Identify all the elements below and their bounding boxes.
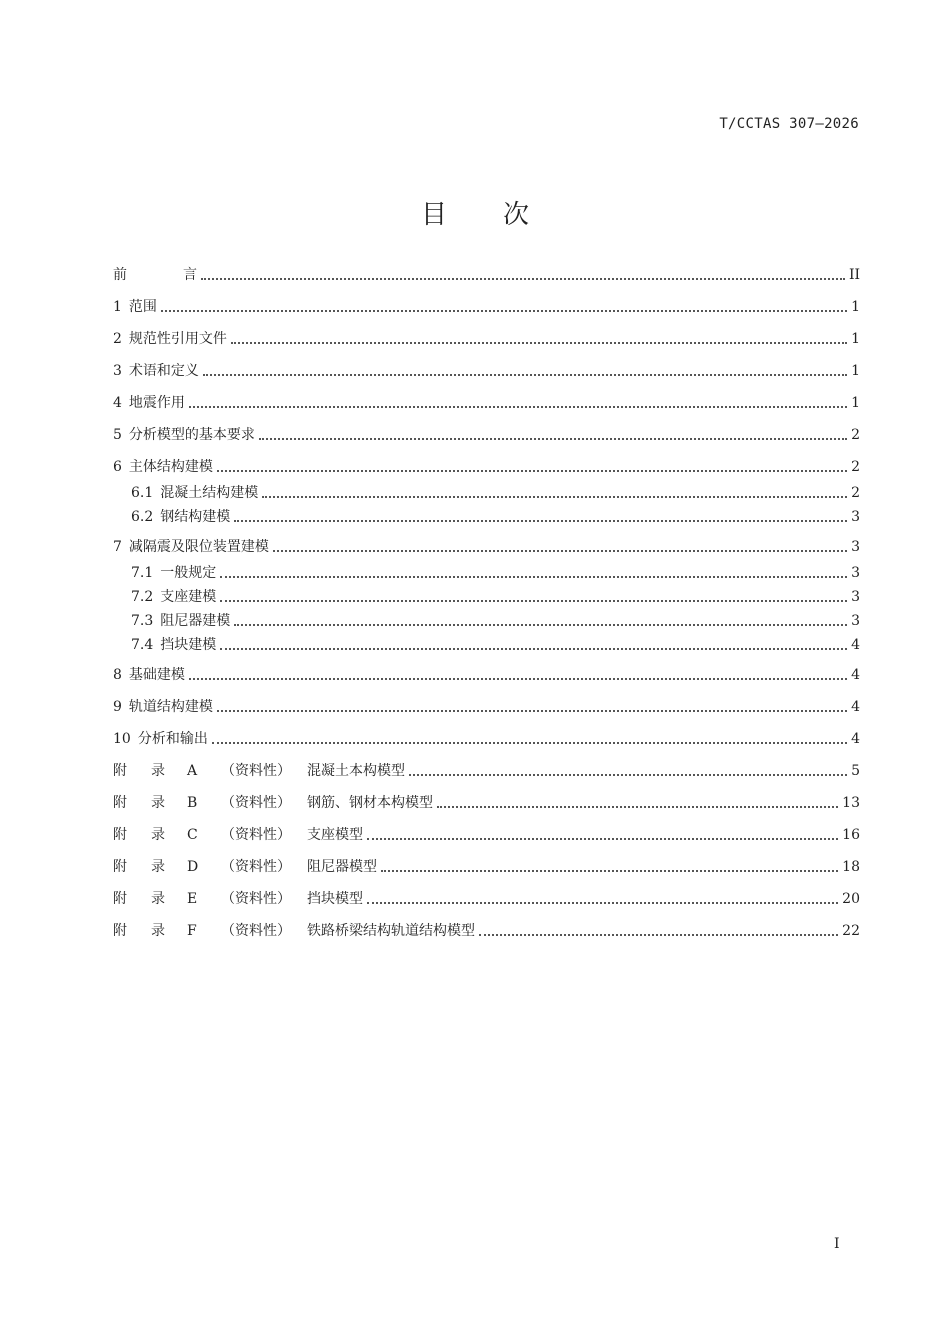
toc-subentry[interactable]	[131, 634, 860, 656]
toc-appendix-d[interactable]	[113, 856, 860, 878]
dot-leader	[217, 710, 847, 712]
toc-entry-label: 6 主体结构建模	[113, 459, 213, 475]
toc-page-number: 1	[851, 331, 860, 347]
document-code: T/CCTAS 307—2026	[719, 116, 859, 132]
toc-entry-label: 6.1 混凝土结构建模	[131, 485, 259, 501]
toc-subentry[interactable]	[131, 482, 860, 504]
toc-page-number: 13	[842, 795, 860, 811]
toc-entry-label: 9 轨道结构建模	[113, 699, 213, 715]
toc-page-number: 3	[851, 565, 860, 581]
toc-entry-label: 附 录 B （资料性） 钢筋、钢材本构模型	[113, 795, 433, 811]
toc-page-number: 20	[842, 891, 860, 907]
toc-page-number: 3	[851, 589, 860, 605]
dot-leader	[273, 550, 847, 552]
toc-page-number: 2	[851, 485, 860, 501]
toc-page-number: 4	[851, 699, 860, 715]
toc-entry-label: 1 范围	[113, 299, 157, 315]
toc-entry[interactable]	[113, 456, 860, 478]
toc-page-number: 18	[842, 859, 860, 875]
toc-entry[interactable]	[113, 664, 860, 686]
toc-entry-label: 7.3 阻尼器建模	[131, 613, 231, 629]
dot-leader	[203, 374, 847, 376]
toc-entry-label: 附 录 E （资料性） 挡块模型	[113, 891, 363, 907]
toc-page-number: 4	[851, 637, 860, 653]
dot-leader	[161, 310, 847, 312]
toc-entry-label: 附 录 F （资料性） 铁路桥梁结构轨道结构模型	[113, 923, 475, 939]
page-number: I	[834, 1236, 840, 1252]
dot-leader	[262, 496, 847, 498]
toc-page-number: 1	[851, 299, 860, 315]
toc-entry-label: 附 录 D （资料性） 阻尼器模型	[113, 859, 377, 875]
toc-entry[interactable]	[113, 360, 860, 382]
toc-entry-label: 附 录 C （资料性） 支座模型	[113, 827, 363, 843]
toc-page-number: 1	[851, 363, 860, 379]
toc-entry-label: 附 录 A （资料性） 混凝土本构模型	[113, 763, 405, 779]
dot-leader	[367, 902, 838, 904]
toc-entry-label: 3 术语和定义	[113, 363, 199, 379]
dot-leader	[437, 806, 838, 808]
dot-leader	[409, 774, 847, 776]
toc-entry-label: 前 言	[113, 267, 197, 283]
toc-entry-label: 5 分析模型的基本要求	[113, 427, 255, 443]
toc-entry[interactable]	[113, 392, 860, 414]
toc-page-number: 22	[842, 923, 860, 939]
toc-appendix-c[interactable]	[113, 824, 860, 846]
toc-subentry[interactable]	[131, 562, 860, 584]
toc-entry-label: 2 规范性引用文件	[113, 331, 227, 347]
dot-leader	[220, 576, 847, 578]
dot-leader	[259, 438, 847, 440]
toc-page-number: 3	[851, 613, 860, 629]
toc-page-number: 4	[851, 731, 860, 747]
toc-entry[interactable]	[113, 728, 860, 750]
toc-entry[interactable]	[113, 424, 860, 446]
dot-leader	[381, 870, 838, 872]
dot-leader	[189, 406, 847, 408]
toc-page-number: 5	[851, 763, 860, 779]
toc-page-number: II	[848, 267, 860, 283]
dot-leader	[212, 742, 847, 744]
toc-entry-label: 7.2 支座建模	[131, 589, 217, 605]
dot-leader	[220, 600, 847, 602]
toc-entry-label: 4 地震作用	[113, 395, 185, 411]
toc-subentry[interactable]	[131, 586, 860, 608]
toc-subentry[interactable]	[131, 610, 860, 632]
dot-leader	[234, 624, 847, 626]
dot-leader	[220, 648, 847, 650]
toc-entry-label: 7.4 挡块建模	[131, 637, 217, 653]
page-title: 目次	[420, 200, 585, 230]
toc-entry[interactable]	[113, 536, 860, 558]
toc-appendix-f[interactable]	[113, 920, 860, 942]
toc-entry[interactable]	[113, 296, 860, 318]
dot-leader	[234, 520, 847, 522]
toc-page-number: 3	[851, 509, 860, 525]
dot-leader	[479, 934, 838, 936]
toc-subentry[interactable]	[131, 506, 860, 528]
toc-page-number: 4	[851, 667, 860, 683]
toc-page-number: 16	[842, 827, 860, 843]
dot-leader	[201, 278, 845, 280]
toc-entry-label: 6.2 钢结构建模	[131, 509, 231, 525]
dot-leader	[367, 838, 838, 840]
toc-entry-label: 7 减隔震及限位装置建模	[113, 539, 269, 555]
toc-entry-label: 10 分析和输出	[113, 731, 208, 747]
toc-page-number: 2	[851, 427, 860, 443]
toc-page-number: 3	[851, 539, 860, 555]
toc-entry[interactable]	[113, 696, 860, 718]
toc-page-number: 1	[851, 395, 860, 411]
toc-entry[interactable]	[113, 328, 860, 350]
toc-entry-foreword[interactable]	[113, 264, 860, 286]
toc-appendix-a[interactable]	[113, 760, 860, 782]
dot-leader	[189, 678, 847, 680]
toc-page-number: 2	[851, 459, 860, 475]
dot-leader	[217, 470, 847, 472]
toc-appendix-e[interactable]	[113, 888, 860, 910]
toc-entry-label: 7.1 一般规定	[131, 565, 217, 581]
toc-entry-label: 8 基础建模	[113, 667, 185, 683]
toc-appendix-b[interactable]	[113, 792, 860, 814]
dot-leader	[231, 342, 847, 344]
